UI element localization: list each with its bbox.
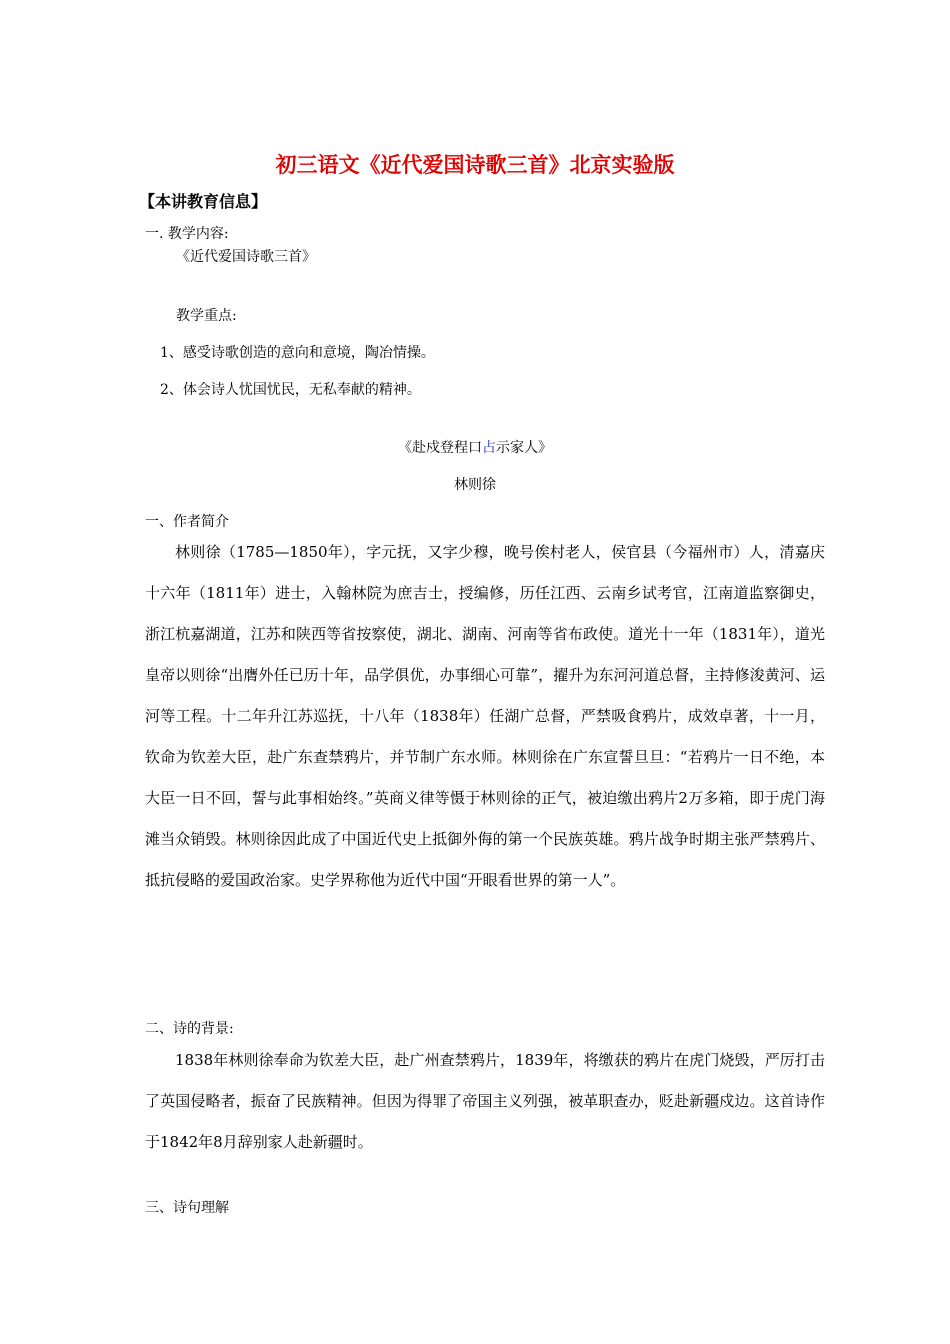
focus-item-1: 1、感受诗歌创造的意向和意境，陶冶情操。 [160,345,435,361]
section3-heading: 三、诗句理解 [145,1200,229,1216]
info-heading: 【本讲教育信息】 [139,192,268,211]
content-label: 一. 教学内容: [145,226,229,242]
poem-author: 林则徐 [454,477,496,493]
focus-item-2: 2、体会诗人忧国忧民，无私奉献的精神。 [160,382,421,398]
poem-title-part2: 示家人》 [496,440,552,456]
focus-label: 教学重点: [176,308,237,324]
poem-title-highlight: 占 [482,440,496,456]
content-item: 《近代爱国诗歌三首》 [176,249,316,265]
poem-title [0,437,950,457]
section2-heading: 二、诗的背景: [145,1021,234,1037]
document-title: 初三语文《近代爱国诗歌三首》北京实验版 [275,153,675,177]
section1-heading: 一、作者简介 [145,514,229,530]
poem-title-part1: 《赴戍登程口 [398,440,482,456]
section1-paragraph: 林则徐（1785—1850年），字元抚，又字少穆，晚号俟村老人，侯官县（今福州市）人，清嘉庆十六年（1811年）进士，入翰林院为庶吉士，授编修，历任江西、云南乡试考官，江南道监察御史，浙江杭嘉湖道，江苏和陕西等省按察使，湖北、湖南、河南等省布政使。道光十一年（1831年），道光皇帝以则徐“出膺外任已历十年，品学俱优，办事细心可靠”，擢升为东河河道总督，主持修浚黄河、运河等工程。十二年升江苏巡抚，十八年（1838年）任湖广总督，严禁吸食鸦片，成效卓著，十一月，钦命为钦差大臣，赴广东查禁鸦片，并节制广东水师。林则徐在广东宣誓旦旦：“若鸦片一日不绝，本大臣一日不回，誓与此事相始终。”英商义律等慑于林则徐的正气，被迫缴出鸦片2万多箱，即于虎门海滩当众销毁。林则徐因此成了中国近代史上抵御外侮的第一个民族英雄。鸦片战争时期主张严禁鸦片、抵抗侵略的爱国政治家。史学界称他为近代中国“开眼看世界的第一人”。 [145,543,825,889]
section2-paragraph: 1838年林则徐奉命为钦差大臣，赴广州查禁鸦片，1839年，将缴获的鸦片在虎门烧毁，严厉打击了英国侵略者，振奋了民族精神。但因为得罪了帝国主义列强，被革职查办，贬赴新疆戍边。这首诗作于1842年8月辞别家人赴新疆时。 [145,1051,825,1151]
